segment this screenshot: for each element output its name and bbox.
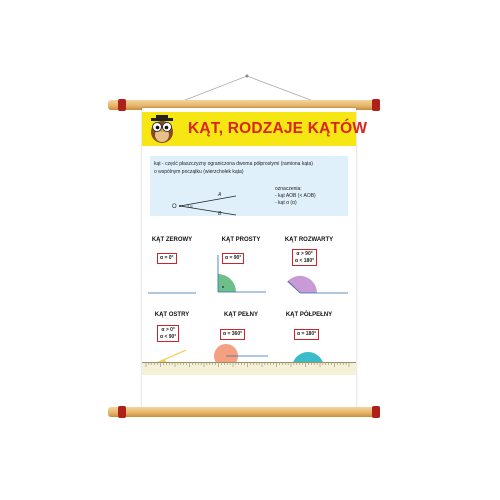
poster-title: KĄT, RODZAJE KĄTÓW	[188, 120, 368, 137]
point-b-label: B	[218, 211, 222, 217]
bottom-rod-left-cap	[118, 406, 126, 418]
ruler-ticks	[142, 363, 356, 375]
notation-item-1: - kąt AOB (< AOB)	[275, 193, 316, 199]
notation	[275, 186, 316, 207]
top-rod-right-cap	[372, 99, 380, 111]
label-obtuse-angle: KĄT ROZWARTY	[284, 237, 334, 243]
formula-obtuse-angle-line-1: α > 90°	[296, 251, 313, 257]
formula-zero-angle	[157, 253, 177, 264]
formula-acute-angle-line-1: α > 0°	[161, 327, 175, 333]
bottom-rod	[108, 407, 378, 417]
top-rod-left-cap	[118, 99, 126, 111]
label-right-angle: KĄT PROSTY	[221, 237, 261, 243]
alpha-label: α	[190, 204, 193, 209]
formula-obtuse-angle-line-2: α < 180°	[295, 257, 315, 264]
bottom-rod-right-cap	[372, 406, 380, 418]
formula-full-angle	[220, 329, 245, 340]
label-zero-angle: KĄT ZEROWY	[151, 237, 193, 243]
notation-item-2: - kąt α (α)	[275, 200, 297, 206]
formula-straight-angle-line-1: α = 180°	[297, 331, 317, 337]
definition-text	[154, 161, 348, 176]
obtuse-angle-figure	[286, 268, 356, 298]
ruler	[142, 362, 356, 375]
right-angle-figure	[218, 249, 278, 294]
label-straight-angle: KĄT PÓŁPEŁNY	[285, 312, 333, 318]
formula-right-angle-line-1: α = 90°	[225, 255, 242, 261]
notation-title: oznaczenia:	[275, 186, 302, 192]
poster	[142, 108, 368, 408]
zero-angle-figure	[148, 290, 208, 300]
point-o-label: O	[172, 204, 177, 210]
formula-full-angle-line-1: α = 360°	[223, 331, 243, 337]
label-full-angle: KĄT PEŁNY	[223, 312, 258, 318]
point-a-label: A	[218, 192, 222, 198]
angle-diagram	[168, 182, 248, 222]
title-bar	[142, 112, 368, 146]
definition-line-1: kąt - część płaszczyzny ograniczona dwoma półprostymi (ramiona kąta)	[154, 161, 313, 167]
owl-icon	[147, 114, 177, 144]
formula-zero-angle-line-1: α = 0°	[160, 255, 174, 261]
formula-straight-angle	[294, 329, 319, 340]
formula-obtuse-angle	[292, 249, 317, 266]
label-acute-angle: KĄT OSTRY	[154, 312, 190, 318]
definition-line-2: o wspólnym początku (wierzchołek kąta)	[154, 168, 244, 175]
definition-box	[150, 156, 348, 216]
formula-acute-angle-line-2: α < 90°	[160, 333, 177, 340]
